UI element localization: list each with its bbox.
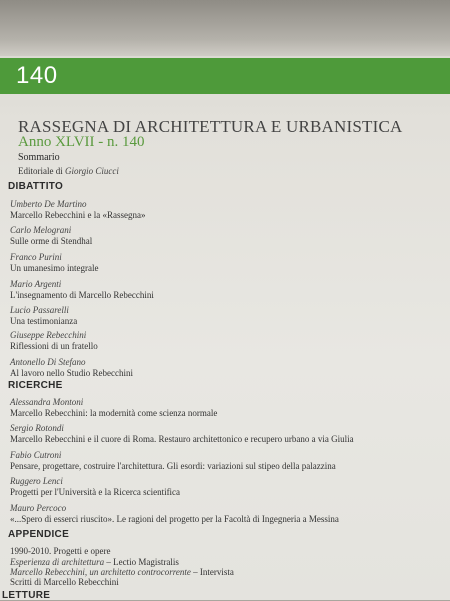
sommario-label: Sommario xyxy=(18,152,60,163)
editoriale-text: Editoriale di xyxy=(18,166,65,176)
green-header-bar xyxy=(0,58,450,94)
dibattito-author: Mario Argenti xyxy=(10,279,62,289)
appendice-line: 1990-2010. Progetti e opere xyxy=(10,546,111,556)
ricerche-title: «...Spero di esserci riuscito». Le ragioni del progetto per la Facoltà di Ingegneria a Messina xyxy=(10,514,339,524)
dibattito-author: Lucio Passarelli xyxy=(10,305,69,315)
journal-title: RASSEGNA DI ARCHITETTURA E URBANISTICA xyxy=(18,117,403,136)
section-dibattito: DIBATTITO xyxy=(8,181,64,192)
editoriale-line xyxy=(18,166,119,176)
appendice-line: Scritti di Marcello Rebecchini xyxy=(10,577,119,587)
dibattito-author: Franco Purini xyxy=(10,252,62,262)
editoriale-author: Giorgio Ciucci xyxy=(65,166,119,176)
appendice-line-text: – Intervista xyxy=(190,567,234,577)
issue-number: 140 xyxy=(16,62,58,89)
ricerche-author: Alessandra Montoni xyxy=(10,397,84,407)
dibattito-title: Marcello Rebecchini e la «Rassegna» xyxy=(10,210,146,220)
section-appendice: APPENDICE xyxy=(8,529,70,540)
ricerche-title: Marcello Rebecchini: la modernità come scienza normale xyxy=(10,408,218,418)
ricerche-author: Sergio Rotondi xyxy=(10,423,64,433)
ricerche-title: Pensare, progettare, costruire l'architettura. Gli esordi: variazioni sul stipeo della palazzina xyxy=(10,461,336,471)
dibattito-author: Giuseppe Rebecchini xyxy=(10,330,87,340)
appendice-line-text: – Lectio Magistralis xyxy=(104,557,179,567)
section-ricerche: RICERCHE xyxy=(8,380,63,391)
ricerche-author: Mauro Percoco xyxy=(10,503,67,513)
dibattito-author: Carlo Melograni xyxy=(10,225,72,235)
ricerche-author: Ruggero Lenci xyxy=(10,476,63,486)
ricerche-author: Fabio Cutroni xyxy=(10,450,62,460)
dibattito-title: Sulle orme di Stendhal xyxy=(10,236,93,246)
appendice-line xyxy=(10,557,179,567)
appendice-line-italic: Marcello Rebecchini, un architetto controcorrente xyxy=(10,567,191,577)
appendice-line-italic: Esperienza di architettura xyxy=(10,557,105,567)
dibattito-title: L'insegnamento di Marcello Rebecchini xyxy=(10,290,154,300)
ricerche-title: Progetti per l'Università e la Ricerca scientifica xyxy=(10,487,181,497)
dibattito-author: Antonello Di Stefano xyxy=(10,357,86,367)
dibattito-author: Umberto De Martino xyxy=(10,199,87,209)
dibattito-title: Un umanesimo integrale xyxy=(10,263,99,273)
section-letture-partial: LETTURE xyxy=(2,590,51,601)
dibattito-title: Al lavoro nello Studio Rebecchini xyxy=(10,368,133,378)
appendice-line xyxy=(10,567,234,577)
dibattito-title: Riflessioni di un fratello xyxy=(10,341,98,351)
ricerche-title: Marcello Rebecchini e il cuore di Roma. Restauro architettonico e recupero urbano a via Giulia xyxy=(10,434,354,444)
top-shadow-band xyxy=(0,0,450,56)
dibattito-title: Una testimonianza xyxy=(10,316,78,326)
journal-subtitle: Anno XLVII - n. 140 xyxy=(18,134,145,150)
